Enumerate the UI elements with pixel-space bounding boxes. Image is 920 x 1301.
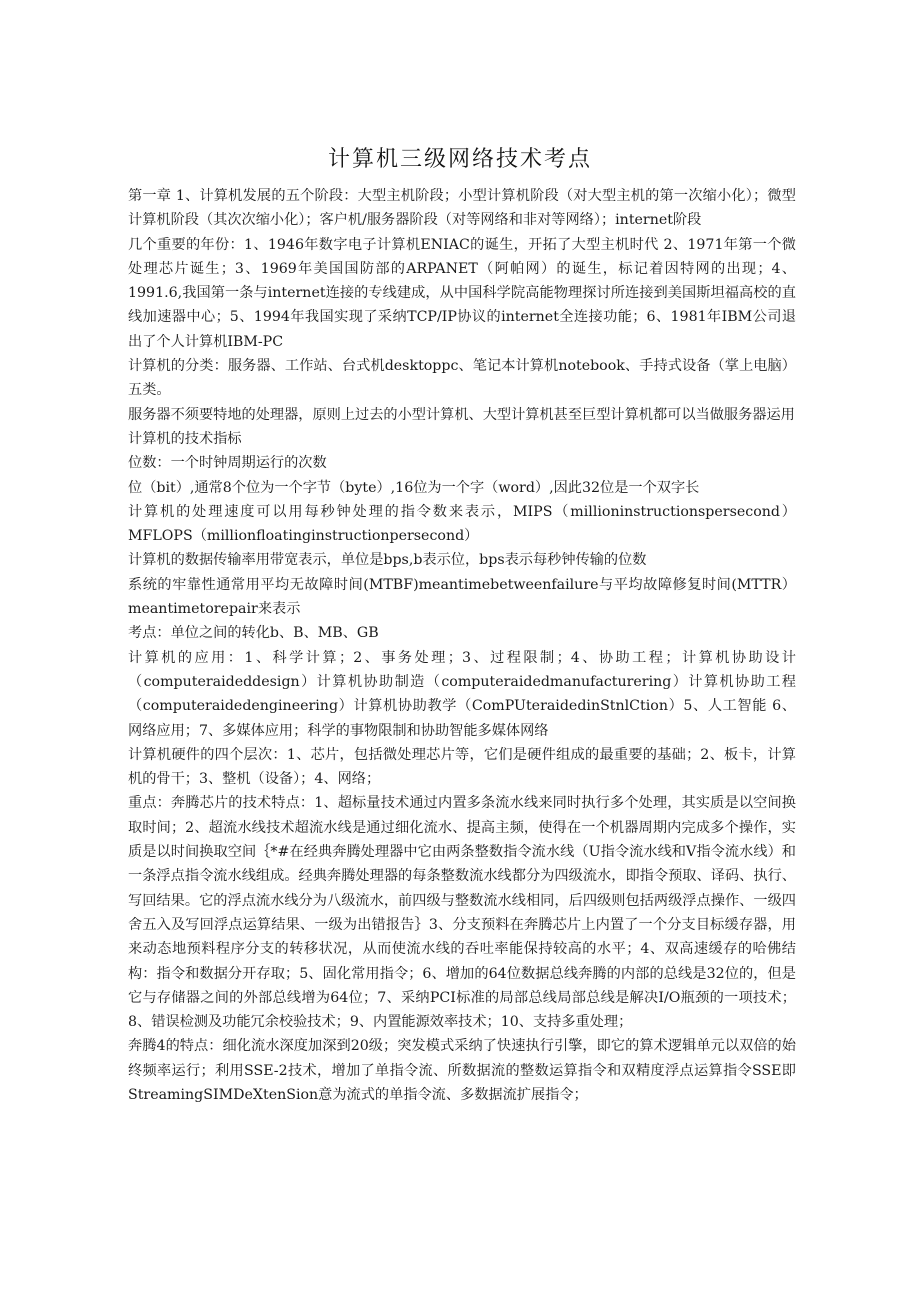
- paragraph-pentium4: 奔腾4的特点：细化流水深度加深到20级；突发模式采纳了快速执行引擎，即它的算术逻辑单元以双倍的始终频率运行；利用SSE-2技术，增加了单指令流、所数据流的整数运算指令和双精度浮点运算指令SSE即StreamingSIMDeXtenSion意为流式的单指令流、多数据流扩展指令；: [128, 1038, 796, 1103]
- page-title: 计算机三级网络技术考点: [327, 147, 592, 172]
- paragraph-hardware-layers: 计算机硬件的四个层次：1、芯片，包括微处理芯片等，它们是硬件组成的最重要的基础；2、板卡，计算机的骨干；3、整机（设备）；4、网络；: [128, 746, 796, 788]
- paragraph-mips: 计算机的处理速度可以用每秒钟处理的指令数来表示，MIPS（millioninstructionspersecond）MFLOPS（millionfloatinginstructionpersecond）: [128, 503, 796, 545]
- paragraph-reliability: 系统的牢靠性通常用平均无故障时间(MTBF)meantimebetweenfailure与平均故障修复时间(MTTR）meantimetorepair来表示: [128, 576, 796, 618]
- paragraph-applications: 计算机的应用：1、科学计算；2、事务处理；3、过程限制；4、协助工程；计算机协助设计（computeraideddesign）计算机协助制造（computeraidedmanufacturering）计算机协助工程（computeraidedengineering）计算机协助教学（ComPUteraidedinStnlCtion）5、人工智能 6、网络应用；7、多媒体应用；科学的事物限制和协助智能多媒体网络: [128, 649, 796, 739]
- paragraph-bit-width: 位数：一个时钟周期运行的次数: [128, 455, 327, 472]
- paragraph-pentium-features: 重点：奔腾芯片的技术特点：1、超标量技术通过内置多条流水线来同时执行多个处理，其实质是以空间换取时间；2、超流水线技术超流水线是通过细化流水、提高主频，使得在一个机器周期内完成多个操作，实质是以时间换取空间｛*#在经典奔腾处理器中它由两条整数指令流水线（U指令流水线和V指令流水线）和一条浮点指令流水线组成。经典奔腾处理器的每条整数流水线都分为四级流水，即指令预取、译码、执行、写回结果。它的浮点流水线分为八级流水，前四级与整数流水线相同，后四级则包括两级浮点操作、一级四舍五入及写回浮点运算结果、一级为出错报告｝3、分支预料在奔腾芯片上内置了一个分支目标缓存器，用来动态地预料程序分支的转移状况，从而使流水线的吞吐率能保持较高的水平；4、双高速缓存的哈佛结构：指令和数据分开存取；5、固化常用指令；6、增加的64位数据总线奔腾的内部的总线是32位的，但是它与存储器之间的外部总线增为64位；7、采纳PCI标准的局部总线局部总线是解决I/O瓶颈的一项技术；8、错误检测及功能冗余校验技术；9、内置能源效率技术；10、支持多重处理；: [128, 795, 796, 1031]
- document-body: [128, 184, 796, 1107]
- paragraph-bit-byte: 位（bit）,通常8个位为一个字节（byte）,16位为一个字（word）,因此32位是一个双字长: [128, 479, 700, 496]
- paragraph-server: 服务器不须要特地的处理器，原则上过去的小型计算机、大型计算机甚至巨型计算机都可以当做服务器运用: [128, 406, 795, 423]
- paragraph-chapter1: 第一章 1、计算机发展的五个阶段：大型主机阶段；小型计算机阶段（对大型主机的第一次缩小化）；微型计算机阶段（其次次缩小化）；客户机/服务器阶段（对等网络和非对等网络）；internet阶段: [128, 188, 796, 229]
- paragraph-classification: 计算机的分类：服务器、工作站、台式机desktoppc、笔记本计算机notebook、手持式设备（掌上电脑）五类。: [128, 358, 796, 399]
- paragraph-tech-metrics-heading: 计算机的技术指标: [128, 430, 242, 447]
- paragraph-key-years: 几个重要的年份：1、1946年数字电子计算机ENIAC的诞生，开拓了大型主机时代 2、1971年第一个微处理芯片诞生；3、1969年美国国防部的ARPANET（阿帕网）的诞生，标记着因特网的出现；4、1991.6,我国第一条与internet连接的专线建成，从中国科学院高能物理探讨所连接到美国斯坦福高校的直线加速器中心；5、1994年我国实现了采纳TCP/IP协议的internet全连接功能；6、1981年IBM公司退出了个人计算机IBM-PC: [128, 236, 796, 350]
- paragraph-unit-conversion: 考点：单位之间的转化b、B、MB、GB: [128, 625, 379, 642]
- paragraph-bandwidth: 计算机的数据传输率用带宽表示，单位是bps,b表示位，bps表示每秒钟传输的位数: [128, 552, 647, 569]
